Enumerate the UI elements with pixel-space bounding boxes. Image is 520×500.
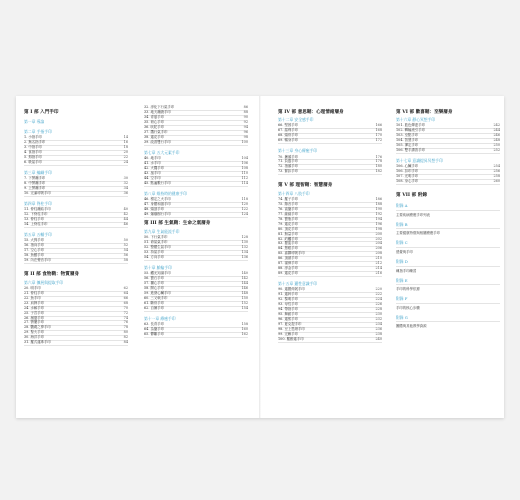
toc-entry xyxy=(24,223,128,228)
toc-entry-page: 224 xyxy=(375,297,382,302)
appendix-title: 團體與其他教學資源 xyxy=(396,324,427,329)
toc-entry-page: 246 xyxy=(493,133,500,138)
page-gutter xyxy=(259,96,261,418)
toc-entry-page: 64 xyxy=(123,290,128,295)
toc-entry-title: 90. 蓮膜伸展手印 xyxy=(278,287,305,292)
toc-entry-page: 198 xyxy=(375,226,382,231)
toc-entry-title: 6. 吸氣手印 xyxy=(24,159,42,164)
toc-entry-title: 47. 身體和諧手印 xyxy=(144,201,171,206)
toc-entry xyxy=(24,341,128,346)
toc-entry-title: 60. 三叉戟手印 xyxy=(144,295,168,300)
toc-entry-title: 52. 整體生氣手印 xyxy=(144,244,171,249)
toc-entry-title: 101. 藍色傳達手印 xyxy=(396,123,425,128)
toc-entry-title: 19. 內在聲音手印 xyxy=(24,258,51,263)
toc-entry-page: 186 xyxy=(375,197,382,202)
toc-column-4 xyxy=(396,106,500,328)
toc-entry-page: 190 xyxy=(375,206,382,211)
toc-entry-title: 37. 鷹行氣手印 xyxy=(144,129,168,134)
chapter-heading: 第十二章 安全感手印 xyxy=(278,117,314,123)
toc-entry-page: 214 xyxy=(375,266,382,271)
appendix-title: 手印的科學依據 xyxy=(396,287,420,292)
appendix-title: 主要疾病療癒手印列表 xyxy=(396,212,430,217)
appendix-label: 附錄 A xyxy=(396,203,500,211)
toc-entry-page: 206 xyxy=(375,246,382,251)
toc-column-3 xyxy=(278,106,382,343)
toc-entry-page: 256 xyxy=(493,169,500,174)
toc-entry-title: 20. 明手印 xyxy=(24,285,41,290)
toc-column-2 xyxy=(144,106,248,338)
toc-entry-page: 196 xyxy=(375,221,382,226)
toc-entry-page: 90 xyxy=(243,114,248,119)
toc-entry-page: 66 xyxy=(123,295,128,300)
toc-entry-title: 2. 無名指手印 xyxy=(24,140,46,145)
toc-entry-page: 228 xyxy=(375,307,382,312)
toc-entry-page: 152 xyxy=(241,300,248,305)
toc-entry-page: 194 xyxy=(375,216,382,221)
toc-entry-page: 14 xyxy=(123,135,128,140)
toc-entry-page: 166 xyxy=(375,123,382,128)
toc-entry-title: 56. 寶石手印 xyxy=(144,276,165,280)
toc-entry-page: 20 xyxy=(123,149,128,154)
toc-entry-page: 128 xyxy=(241,235,248,239)
toc-entry-title: 99. 完賴手印 xyxy=(278,331,299,336)
toc-entry-title: 82. 約觸手印 xyxy=(278,236,299,241)
toc-entry-title: 49. 爆爆樹行手印 xyxy=(144,211,171,216)
section-heading: 第 I 部 入門手印 xyxy=(24,109,59,115)
toc-entry-page: 80 xyxy=(123,330,128,335)
chapter-heading: 第九章 生氣能流手印 xyxy=(144,228,180,234)
toc-entry-title: 69. 暢身手印 xyxy=(278,138,299,143)
chapter-heading: 第十七章 意識提昇冥想手印 xyxy=(396,158,443,164)
toc-entry xyxy=(278,170,382,175)
toc-entry-page: 56 xyxy=(123,253,128,258)
toc-entry-page: 108 xyxy=(241,165,248,170)
toc-entry-page: 34 xyxy=(123,186,128,191)
toc-entry-title: 12. 下脊柱手印 xyxy=(24,212,48,217)
toc-entry xyxy=(144,213,248,218)
toc-entry-page: 148 xyxy=(241,290,248,295)
toc-entry-page: 50 xyxy=(123,238,128,243)
toc-entry xyxy=(278,272,382,277)
toc-entry-title: 87. 貓伸手印 xyxy=(278,261,299,266)
toc-entry-title: 85. 嘉鑽呼吸手印 xyxy=(278,251,305,256)
toc-entry-title: 23. 肩胛手印 xyxy=(24,300,45,305)
chapter-heading: 第十三章 身心療癒手印 xyxy=(278,148,318,154)
toc-entry xyxy=(24,259,128,264)
toc-entry-title: 40. 地手印 xyxy=(144,155,161,160)
toc-entry-page: 178 xyxy=(375,159,382,164)
toc-entry-title: 50. 下行氣手印 xyxy=(144,235,168,239)
toc-entry-page: 104 xyxy=(241,155,248,160)
toc-entry xyxy=(396,149,500,154)
toc-entry-title: 91. 蓮幹手印 xyxy=(278,292,299,297)
toc-entry-title: 39. 改善雙行手印 xyxy=(144,139,171,144)
toc-entry-title: 81. 無量手印 xyxy=(278,231,299,236)
toc-entry-title: 32. 淨化下行氣手印 xyxy=(144,105,175,109)
toc-entry-page: 158 xyxy=(241,321,248,326)
toc-entry-page: 76 xyxy=(123,320,128,325)
toc-entry-page: 242 xyxy=(493,123,500,128)
chapter-heading: 第十四章 八肢手印 xyxy=(278,190,310,196)
toc-entry-page: 16 xyxy=(123,140,128,145)
toc-entry-page: 106 xyxy=(241,160,248,165)
toc-entry-page: 18 xyxy=(123,145,128,150)
toc-entry-page: 74 xyxy=(123,315,128,320)
toc-entry-title: 9. 上顎纏手印 xyxy=(24,186,46,191)
toc-entry xyxy=(144,256,248,261)
toc-entry-title: 103. 至點手印 xyxy=(396,133,419,138)
toc-entry-page: 250 xyxy=(493,143,500,148)
toc-entry-page: 204 xyxy=(375,241,382,246)
toc-entry-page: 172 xyxy=(375,138,382,143)
toc-entry xyxy=(278,139,382,144)
toc-entry-title: 59. 進發心臟手印 xyxy=(144,290,171,295)
toc-entry-title: 11. 脊柱纏結手印 xyxy=(24,207,51,212)
appendix-label: 附錄 F xyxy=(396,296,500,304)
toc-entry xyxy=(144,182,248,187)
toc-entry-page: 240 xyxy=(375,336,382,341)
toc-entry-title: 8. 中顎纏手印 xyxy=(24,181,46,186)
toc-entry-page: 252 xyxy=(493,148,500,153)
toc-entry-title: 76. 賓盤手印 xyxy=(278,206,299,211)
toc-entry-title: 18. 魚鰭手印 xyxy=(24,253,45,258)
toc-entry-page: 168 xyxy=(375,128,382,133)
toc-entry-title: 45. 點遍數行手印 xyxy=(144,180,171,185)
toc-entry-title: 98. 豆上思緒手印 xyxy=(278,326,305,331)
toc-entry-page: 46 xyxy=(123,222,128,227)
appendix-title: 感覺與手印 xyxy=(396,249,413,254)
toc-entry-title: 48. 頭頂手印 xyxy=(144,206,165,211)
toc-entry-title: 58. 開心手印 xyxy=(144,285,165,290)
toc-entry-page: 154 xyxy=(241,305,248,310)
toc-entry-title: 73. 緊扣手印 xyxy=(278,169,299,174)
toc-entry-title: 46. 穩定之火手印 xyxy=(144,196,171,201)
toc-entry-page: 68 xyxy=(123,300,128,305)
toc-entry-page: 82 xyxy=(123,335,128,340)
toc-entry-page: 142 xyxy=(241,276,248,280)
toc-entry-title: 14. 上脊柱手印 xyxy=(24,222,48,227)
toc-entry-page: 72 xyxy=(123,310,128,315)
toc-entry-page: 96 xyxy=(243,129,248,134)
chapter-heading: 第一章 導論 xyxy=(24,118,45,124)
section-heading: 第 III 部 生氣鞘：生命之氣層身 xyxy=(144,221,211,227)
appendix-title: 主要健康特徵與相關療癒手印 xyxy=(396,231,441,236)
toc-entry-page: 230 xyxy=(375,312,382,317)
chapter-heading: 第八章 維持時的健康手印 xyxy=(144,190,187,196)
toc-entry-title: 53. 持氣手印 xyxy=(144,249,165,254)
section-heading: 第 II 部 食物鞘：物質層身 xyxy=(24,272,80,278)
toc-entry-title: 43. 風手印 xyxy=(144,170,161,175)
toc-entry-title: 30. 海洋手印 xyxy=(24,335,45,340)
toc-entry-page: 236 xyxy=(375,326,382,331)
toc-entry-title: 16. 指向手印 xyxy=(24,243,45,248)
toc-entry-page: 238 xyxy=(375,331,382,336)
toc-entry-title: 70. 獵頭手印 xyxy=(278,154,299,159)
toc-entry-page: 170 xyxy=(375,133,382,138)
toc-entry-page: 88 xyxy=(243,109,248,114)
chapter-heading: 第六章 擴展與提取手印 xyxy=(24,279,64,285)
toc-entry-title: 15. 大拇手印 xyxy=(24,238,45,243)
toc-entry-title: 74. 羅子手印 xyxy=(278,197,299,202)
toc-entry-title: 66. 堅固手印 xyxy=(278,123,299,128)
toc-entry-title: 100. 羅勳蓮手印 xyxy=(278,336,304,341)
toc-entry-title: 96. 蓮熊手印 xyxy=(278,317,299,322)
toc-entry-title: 54. 方向手印 xyxy=(144,254,165,259)
toc-entry-page: 62 xyxy=(123,285,128,290)
toc-entry-page: 150 xyxy=(241,295,248,300)
toc-entry-title: 97. 夏克提手印 xyxy=(278,321,302,326)
toc-entry-page: 254 xyxy=(493,164,500,169)
toc-entry-title: 34. 青蔓手印 xyxy=(144,114,165,119)
toc-entry-title: 106. 雙手讚善手印 xyxy=(396,148,425,153)
toc-entry-title: 21. 脊柱手印 xyxy=(24,290,45,295)
chapter-heading: 第十六章 靜心冥想手印 xyxy=(396,117,436,123)
section-heading: 第 VI 部 歡喜鞘：至樂層身 xyxy=(396,109,453,115)
toc-entry-title: 27. 顎擺手印 xyxy=(24,320,45,325)
toc-entry-page: 258 xyxy=(493,174,500,179)
toc-entry-page: 208 xyxy=(375,251,382,256)
toc-entry xyxy=(144,141,248,146)
toc-entry-page: 260 xyxy=(493,179,500,184)
toc-entry-page: 248 xyxy=(493,138,500,143)
appendix-title: 練指手印練習 xyxy=(396,268,417,273)
section-heading: 第 V 部 理智鞘：智慧層身 xyxy=(278,183,333,189)
toc-entry-title: 31. 羅式蓮珠手印 xyxy=(24,340,51,345)
toc-entry-page: 70 xyxy=(123,305,128,310)
toc-entry-title: 104. 智慧手印 xyxy=(396,138,419,143)
toc-entry-page: 146 xyxy=(241,285,248,290)
chapter-heading: 第四章 脊柱手印 xyxy=(24,201,52,207)
toc-entry-title: 68. 頭骨手印 xyxy=(278,133,299,138)
toc-column-1 xyxy=(24,106,128,346)
toc-entry-title: 75. 錄音手印 xyxy=(278,201,299,206)
toc-entry-page: 122 xyxy=(241,206,248,211)
toc-entry-page: 140 xyxy=(241,271,248,276)
toc-entry-page: 130 xyxy=(241,239,248,244)
toc-entry-page: 132 xyxy=(241,244,248,249)
toc-entry-title: 67. 巖利手印 xyxy=(278,128,299,133)
toc-entry-page: 44 xyxy=(123,217,128,222)
toc-entry-page: 58 xyxy=(123,258,128,263)
toc-entry-title: 4. 食指手印 xyxy=(24,149,42,154)
toc-entry xyxy=(144,333,248,338)
chapter-heading: 第三章 編織手印 xyxy=(24,169,52,175)
toc-entry-page: 100 xyxy=(241,139,248,144)
toc-entry-page: 32 xyxy=(123,181,128,186)
toc-entry-title: 10. 完滿呼吸手印 xyxy=(24,190,51,195)
toc-entry-page: 24 xyxy=(123,159,128,164)
toc-entry-title: 94. 帶指手印 xyxy=(278,307,299,312)
toc-entry-title: 71. 負靈手印 xyxy=(278,159,299,164)
toc-entry-title: 51. 命氣氣手印 xyxy=(144,239,168,244)
toc-entry-title: 78. 寶瓶手印 xyxy=(278,216,299,221)
chapter-heading: 第七章 五大元素手印 xyxy=(144,149,180,155)
toc-entry-page: 52 xyxy=(123,243,128,248)
toc-entry xyxy=(144,307,248,312)
chapter-heading: 第十一章 療癒手印 xyxy=(144,315,176,321)
toc-entry-title: 17. 空心手印 xyxy=(24,248,45,253)
toc-entry-page: 36 xyxy=(123,190,128,195)
toc-entry-page: 244 xyxy=(493,128,500,133)
toc-entry-title: 38. 蓮花手印 xyxy=(144,134,165,139)
appendix-title: 手印的核心步驟 xyxy=(396,305,420,310)
toc-entry-page: 124 xyxy=(241,211,248,216)
chapter-heading: 第五章 五輔手印 xyxy=(24,232,52,238)
toc-entry-page: 162 xyxy=(241,331,248,336)
toc-entry-title: 25. 子宮手印 xyxy=(24,310,45,315)
toc-entry-title: 63. 長青手印 xyxy=(144,321,165,326)
toc-entry-title: 65. 鬱離手印 xyxy=(144,331,165,336)
toc-entry-title: 5. 拇指手印 xyxy=(24,154,42,159)
toc-entry-page: 160 xyxy=(241,326,248,331)
toc-entry-title: 22. 魚手印 xyxy=(24,295,41,300)
toc-entry-page: 118 xyxy=(241,196,248,201)
toc-entry-title: 64. 為盤手印 xyxy=(144,326,165,331)
toc-entry-page: 234 xyxy=(375,321,382,326)
toc-entry-title: 92. 黎明手印 xyxy=(278,297,299,302)
toc-entry-page: 188 xyxy=(375,201,382,206)
book-spread xyxy=(16,96,504,418)
toc-entry-page: 220 xyxy=(375,287,382,292)
toc-entry-title: 57. 攝心手印 xyxy=(144,280,165,285)
toc-entry-page: 40 xyxy=(123,207,128,212)
toc-entry-page: 98 xyxy=(243,134,248,139)
toc-entry-title: 28. 鸚鵡之棒手印 xyxy=(24,325,51,330)
toc-entry-page: 42 xyxy=(123,212,128,217)
toc-entry-title: 26. 濕婆手印 xyxy=(24,315,45,320)
toc-entry-title: 83. 嬰姿手印 xyxy=(278,241,299,246)
section-heading: 第 VII 部 附錄 xyxy=(396,193,428,199)
toc-entry-page: 22 xyxy=(123,154,128,159)
chapter-heading: 第十章 脈輪手印 xyxy=(144,264,172,270)
toc-entry-page: 134 xyxy=(241,249,248,254)
toc-entry-page: 216 xyxy=(375,271,382,276)
toc-entry-title: 93. 母性手印 xyxy=(278,302,299,307)
toc-entry-page: 212 xyxy=(375,261,382,266)
toc-entry-title: 13. 脊柱手印 xyxy=(24,217,45,222)
toc-entry-title: 55. 觸光知識手印 xyxy=(144,271,171,276)
toc-entry-page: 92 xyxy=(243,119,248,124)
toc-entry-title: 35. 荷心手印 xyxy=(144,119,165,124)
toc-entry-title: 84. 慧眼手印 xyxy=(278,246,299,251)
chapter-heading: 第二章 手指手印 xyxy=(24,128,52,134)
toc-entry-page: 226 xyxy=(375,302,382,307)
toc-entry-page: 144 xyxy=(241,280,248,285)
toc-entry xyxy=(278,338,382,343)
toc-entry-title: 33. 地天纏繞手印 xyxy=(144,109,171,114)
toc-entry-page: 112 xyxy=(241,175,248,180)
appendix-label: 附錄 G xyxy=(396,315,500,323)
toc-entry-title: 72. 指頭手印 xyxy=(278,164,299,169)
toc-entry-title: 36. 吠陀手印 xyxy=(144,124,165,129)
toc-entry-title: 24. 水解手印 xyxy=(24,305,45,310)
toc-entry-title: 1. 小指手印 xyxy=(24,135,42,140)
toc-entry-page: 232 xyxy=(375,317,382,322)
toc-entry-title: 106. 扣印手印 xyxy=(396,169,419,174)
toc-entry-page: 210 xyxy=(375,256,382,261)
section-heading: 第 IV 部 意思鞘：心理情緒層身 xyxy=(278,109,344,115)
toc-entry-page: 182 xyxy=(375,169,382,174)
toc-entry-page: 114 xyxy=(241,180,248,185)
toc-entry-page: 222 xyxy=(375,292,382,297)
toc-entry-page: 30 xyxy=(123,176,128,181)
toc-entry-page: 86 xyxy=(243,105,248,109)
toc-entry-title: 61. 斷骨手印 xyxy=(144,300,165,305)
toc-entry-title: 79. 蓮花手印 xyxy=(278,221,299,226)
toc-entry-page: 54 xyxy=(123,248,128,253)
toc-entry xyxy=(24,192,128,197)
toc-entry-page: 78 xyxy=(123,325,128,330)
toc-entry-title: 41. 水手印 xyxy=(144,160,161,165)
toc-entry-title: 62. 自擁手印 xyxy=(144,305,165,310)
toc-entry-title: 108. 身心手印 xyxy=(396,179,419,184)
toc-entry-title: 105. 禪定手印 xyxy=(396,143,419,148)
toc-entry-page: 192 xyxy=(375,211,382,216)
toc-entry-page: 84 xyxy=(123,340,128,345)
toc-entry-page: 136 xyxy=(241,254,248,259)
toc-entry-page: 176 xyxy=(375,154,382,159)
toc-entry-title: 88. 淨金手印 xyxy=(278,266,299,271)
chapter-heading: 第十五章 邏性意識手印 xyxy=(278,281,318,287)
appendix-label: 附錄 B xyxy=(396,222,500,230)
toc-entry-title: 80. 頂花手印 xyxy=(278,226,299,231)
toc-entry-title: 77. 絲絲手印 xyxy=(278,211,299,216)
toc-entry xyxy=(24,161,128,166)
toc-entry-title: 7. 下顎纏手印 xyxy=(24,176,46,181)
toc-entry xyxy=(396,180,500,185)
toc-entry-title: 29. 聖火手印 xyxy=(24,330,45,335)
toc-entry-page: 180 xyxy=(375,164,382,169)
toc-entry-title: 89. 蓮花手印 xyxy=(278,271,299,276)
appendix-label: 附錄 D xyxy=(396,259,500,267)
toc-entry-page: 94 xyxy=(243,124,248,129)
toc-entry-page: 200 xyxy=(375,231,382,236)
toc-entry-page: 110 xyxy=(241,170,248,175)
toc-entry-title: 102. 轉輪流引手印 xyxy=(396,128,425,133)
toc-entry-page: 202 xyxy=(375,236,382,241)
appendix-label: 附錄 C xyxy=(396,240,500,248)
toc-entry-title: 44. 空手印 xyxy=(144,175,161,180)
toc-entry-title: 86. 頂頸手印 xyxy=(278,256,299,261)
toc-entry-title: 95. 舞蹈手印 xyxy=(278,312,299,317)
toc-entry-title: 3. 中指手印 xyxy=(24,145,42,150)
appendix-label: 附錄 E xyxy=(396,278,500,286)
toc-entry-page: 120 xyxy=(241,201,248,206)
toc-entry-title: 107. 光明手印 xyxy=(396,174,419,179)
toc-entry-title: 42. 火鷹手印 xyxy=(144,165,165,170)
toc-entry-title: 106. 心臟手印 xyxy=(396,164,419,169)
